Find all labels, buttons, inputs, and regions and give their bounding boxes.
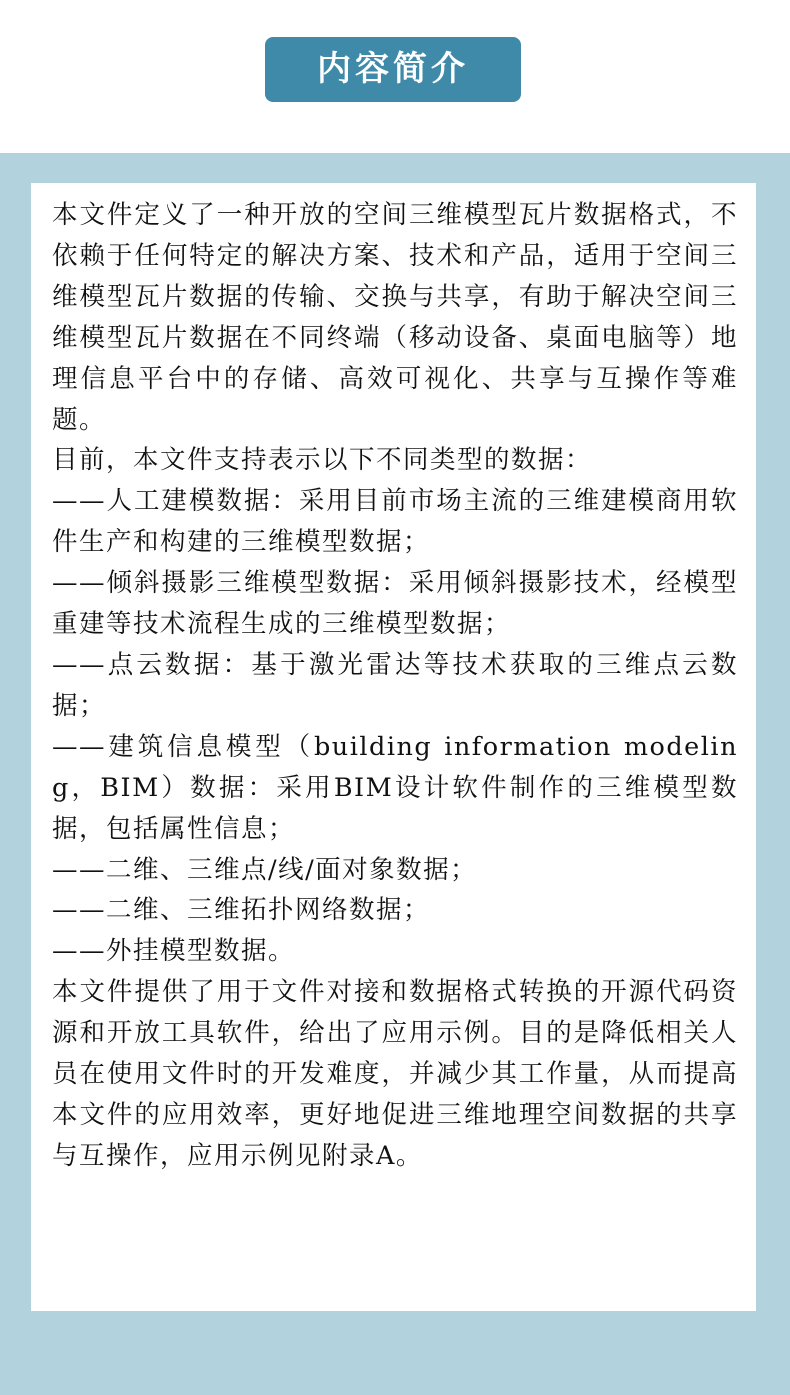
list-item-point-cloud: ——点云数据：基于激光雷达等技术获取的三维点云数据； (52, 649, 738, 721)
content-panel (31, 183, 756, 1311)
section-title: 内容简介 (265, 37, 521, 102)
list-item-external-model: ——外挂模型数据。 (52, 936, 296, 967)
list-item-topology: ——二维、三维拓扑网络数据； (52, 895, 431, 926)
list-item-oblique-photography: ——倾斜摄影三维模型数据：采用倾斜摄影技术，经模型重建等技术流程生成的三维模型数据； (52, 568, 738, 640)
list-item-vector-objects: ——二维、三维点/线/面对象数据； (52, 854, 478, 885)
list-heading: 目前，本文件支持表示以下不同类型的数据： (52, 445, 593, 476)
content-frame (0, 153, 790, 1395)
closing-paragraph: 本文件提供了用于文件对接和数据格式转换的开源代码资源和开放工具软件，给出了应用示例。目的是降低相关人员在使用文件时的开发难度，并减少其工作量，从而提高本文件的应用效率，更好地促进三维地理空间数据的共享与互操作，应用示例见附录A。 (52, 977, 738, 1171)
list-item-bim: ——建筑信息模型（building information modeling，BIM）数据：采用BIM设计软件制作的三维模型数据，包括属性信息； (52, 731, 738, 844)
intro-paragraph: 本文件定义了一种开放的空间三维模型瓦片数据格式，不依赖于任何特定的解决方案、技术和产品，适用于空间三维模型瓦片数据的传输、交换与共享，有助于解决空间三维模型瓦片数据在不同终端（移动设备、桌面电脑等）地理信息平台中的存储、高效可视化、共享与互操作等难题。 (52, 200, 738, 435)
content-body (52, 195, 738, 1177)
list-item-manual-modeling: ——人工建模数据：采用目前市场主流的三维建模商用软件生产和构建的三维模型数据； (52, 486, 738, 558)
